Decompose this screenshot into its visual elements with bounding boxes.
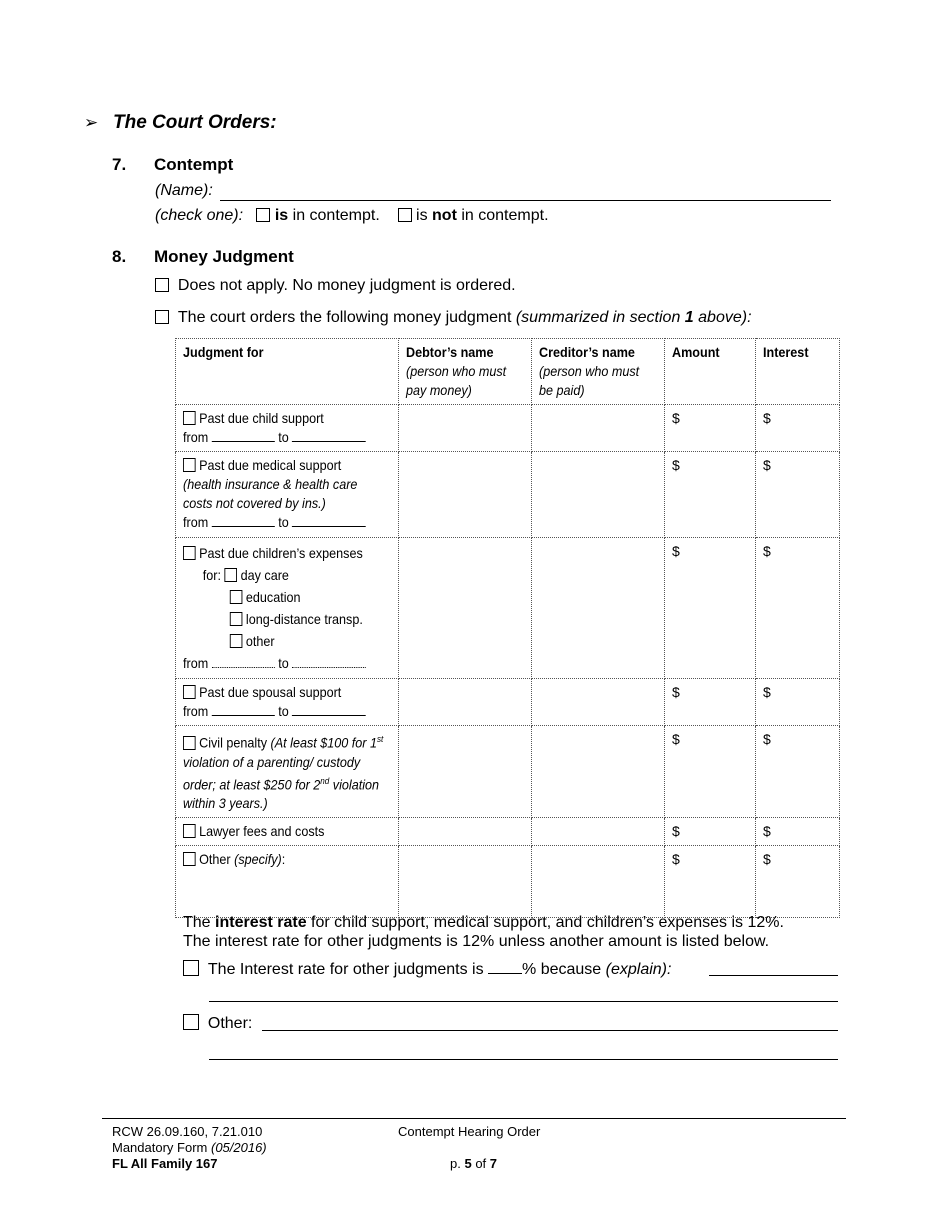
spousal-support-cell	[176, 679, 399, 726]
child-interest-cell[interactable]	[756, 405, 840, 452]
header-debtor-sub: (person who must pay money)	[406, 363, 507, 398]
lawyer-debtor-cell[interactable]	[399, 818, 532, 846]
transport-label: long-distance transp.	[245, 611, 363, 627]
arrow-bullet-icon: ➢	[84, 113, 99, 132]
header-interest-text: Interest	[763, 344, 809, 360]
section-8-title: Money Judgment	[154, 247, 294, 266]
other-expense-label: other	[245, 633, 275, 649]
expenses-for-label: for:	[202, 567, 222, 583]
child-support-label: Past due child support	[199, 410, 324, 426]
footer-page	[450, 1156, 497, 1171]
to-label: to	[278, 655, 289, 671]
lawyer-amount-cell[interactable]	[665, 818, 756, 846]
table-row	[176, 405, 840, 452]
opt1-rest: in contempt.	[288, 207, 380, 224]
header-creditor-text: Creditor’s name	[539, 344, 635, 360]
medical-support-checkbox[interactable]	[183, 458, 196, 472]
transport-checkbox[interactable]	[230, 612, 243, 626]
medical-from-field[interactable]	[212, 513, 275, 527]
table-row	[176, 452, 840, 538]
expenses-creditor-cell[interactable]	[532, 538, 665, 679]
other-order-row	[183, 1014, 252, 1033]
expenses-to-field[interactable]	[292, 654, 366, 668]
footer-mandatory	[112, 1140, 267, 1156]
dollar-sign: $	[672, 457, 680, 473]
penalty-note-b: violation of a parenting/ custody order; at least $250 for 2	[183, 753, 361, 793]
interest-rate-because: % because	[522, 961, 606, 978]
dollar-sign: $	[763, 410, 771, 426]
dollar-sign: $	[672, 823, 680, 840]
medical-support-note: (health insurance & health care costs not covered by ins.)	[183, 476, 358, 511]
spousal-from-field[interactable]	[212, 702, 275, 716]
penalty-sup-1: st	[377, 734, 384, 744]
medical-creditor-cell[interactable]	[532, 452, 665, 538]
medical-to-field[interactable]	[292, 513, 366, 527]
section-7-title: Contempt	[154, 155, 234, 174]
interest-rate-field[interactable]	[488, 959, 522, 974]
dollar-sign: $	[763, 543, 771, 559]
header-judgment-for	[176, 339, 399, 405]
expenses-label: Past due children’s expenses	[199, 545, 363, 561]
is-not-in-contempt-checkbox[interactable]	[398, 208, 412, 222]
table-row	[176, 818, 840, 846]
daycare-checkbox[interactable]	[225, 568, 238, 582]
table-row	[176, 726, 840, 818]
dollar-sign: $	[763, 823, 771, 840]
footer-page-total: 7	[489, 1156, 498, 1171]
footer-page-pre: p.	[450, 1156, 465, 1171]
child-creditor-cell[interactable]	[532, 405, 665, 452]
judgment-ordered-row	[155, 309, 752, 327]
expenses-checkbox[interactable]	[183, 546, 196, 560]
section-8-number: 8.	[112, 247, 127, 266]
expenses-cell	[176, 538, 399, 679]
table-row	[176, 846, 840, 918]
interest-rate-checkbox[interactable]	[183, 960, 199, 976]
judgment-table	[175, 338, 840, 918]
footer-page-mid: of	[471, 1156, 490, 1171]
civil-penalty-checkbox[interactable]	[183, 736, 196, 750]
other-order-checkbox[interactable]	[183, 1014, 199, 1030]
child-to-field[interactable]	[292, 428, 366, 442]
footer-page-num: 5	[464, 1156, 472, 1171]
other-interest-cell[interactable]	[756, 846, 840, 918]
from-label: from	[183, 703, 209, 719]
dollar-sign: $	[672, 543, 680, 559]
to-label: to	[278, 429, 289, 445]
dollar-sign: $	[763, 731, 771, 747]
penalty-note-a: (At least $100 for 1	[270, 734, 378, 751]
medical-support-cell	[176, 452, 399, 538]
header-amount	[665, 339, 756, 405]
dollar-sign: $	[672, 731, 680, 747]
header-debtor-text: Debtor’s name	[406, 344, 494, 360]
interest-rest: for child support, medical support, and children’s expenses is 12%.	[306, 914, 784, 931]
opt2-bold: not	[432, 207, 457, 224]
penalty-interest-cell[interactable]	[756, 726, 840, 818]
opt2-pre: is	[416, 207, 433, 224]
footer-mandatory-label: Mandatory Form	[112, 1140, 211, 1155]
contempt-name-row	[155, 182, 213, 200]
spousal-support-checkbox[interactable]	[183, 685, 196, 699]
medical-interest-cell[interactable]	[756, 452, 840, 538]
expenses-interest-cell[interactable]	[756, 538, 840, 679]
explain-field-line-2[interactable]	[209, 1001, 838, 1002]
penalty-note-c: violation within 3 years.)	[183, 776, 380, 812]
name-label: (Name):	[155, 182, 213, 199]
interest-line-2: The interest rate for other judgments is 12% unless another amount is listed below.	[183, 933, 770, 950]
penalty-amount-cell[interactable]	[665, 726, 756, 818]
education-checkbox[interactable]	[230, 590, 243, 604]
table-row	[176, 538, 840, 679]
other-order-field-line-2[interactable]	[209, 1059, 838, 1060]
interest-pre: The	[183, 914, 216, 931]
footer-form-id: FL All Family 167	[112, 1156, 218, 1171]
header-interest	[756, 339, 840, 405]
court-orders-checkbox[interactable]	[155, 310, 169, 324]
dollar-sign: $	[672, 851, 680, 868]
section-7-number: 7.	[112, 155, 127, 174]
lawyer-creditor-cell[interactable]	[532, 818, 665, 846]
to-label: to	[278, 514, 289, 530]
opt1-bold: is	[274, 207, 289, 224]
contempt-choice-row	[155, 207, 549, 225]
spousal-debtor-cell[interactable]	[399, 679, 532, 726]
from-label: from	[183, 514, 209, 530]
civil-penalty-label: Civil penalty	[199, 734, 271, 751]
education-label: education	[245, 589, 301, 605]
dollar-sign: $	[672, 410, 680, 426]
page-heading: The Court Orders:	[113, 112, 277, 133]
spousal-to-field[interactable]	[292, 702, 366, 716]
footer-divider	[102, 1118, 846, 1119]
footer-rcw: RCW 26.09.160, 7.21.010	[112, 1124, 263, 1139]
other-debtor-cell[interactable]	[399, 846, 532, 918]
from-label: from	[183, 655, 209, 671]
medical-debtor-cell[interactable]	[399, 452, 532, 538]
dollar-sign: $	[763, 851, 771, 868]
header-creditor-sub: (person who must be paid)	[539, 363, 640, 398]
header-creditor	[532, 339, 665, 405]
other-order-label: Other:	[207, 1015, 253, 1032]
child-from-field[interactable]	[212, 428, 275, 442]
court-orders-note-a: (summarized in section	[515, 309, 685, 326]
table-header-row	[176, 339, 840, 405]
expenses-debtor-cell[interactable]	[399, 538, 532, 679]
child-amount-cell[interactable]	[665, 405, 756, 452]
daycare-label: day care	[240, 567, 289, 583]
other-expense-checkbox[interactable]	[230, 634, 243, 648]
interest-rate-label: The Interest rate for other judgments is	[207, 961, 489, 978]
does-not-apply-label: Does not apply. No money judgment is ordered.	[177, 277, 516, 294]
other-order-field[interactable]	[262, 1030, 838, 1031]
dollar-sign: $	[763, 457, 771, 473]
court-orders-note-num: 1	[684, 309, 694, 326]
lawyer-fees-cell	[176, 818, 399, 846]
dollar-sign: $	[763, 684, 771, 700]
name-field[interactable]	[220, 200, 831, 201]
interest-rate-explain: (explain):	[605, 961, 672, 978]
interest-bold: interest rate	[215, 914, 307, 931]
footer-mandatory-date: (05/2016)	[210, 1140, 267, 1155]
table-row	[176, 679, 840, 726]
spousal-support-label: Past due spousal support	[199, 684, 342, 700]
other-amount-cell[interactable]	[665, 846, 756, 918]
civil-penalty-cell	[176, 726, 399, 818]
medical-support-label: Past due medical support	[199, 457, 342, 473]
expenses-amount-cell[interactable]	[665, 538, 756, 679]
spousal-amount-cell[interactable]	[665, 679, 756, 726]
header-amount-text: Amount	[672, 344, 720, 360]
explain-field[interactable]	[709, 975, 838, 976]
no-judgment-row	[155, 277, 516, 295]
check-one-label: (check one):	[155, 207, 244, 224]
interest-rate-row	[183, 959, 671, 979]
is-in-contempt-checkbox[interactable]	[256, 208, 270, 222]
other-judgment-cell	[176, 846, 399, 918]
lawyer-fees-checkbox[interactable]	[183, 824, 196, 838]
expenses-from-field[interactable]	[212, 654, 275, 668]
child-support-cell	[176, 405, 399, 452]
lawyer-fees-label: Lawyer fees and costs	[199, 823, 325, 840]
penalty-sup-2: nd	[320, 775, 330, 786]
other-judgment-label: Other	[199, 851, 235, 868]
medical-amount-cell[interactable]	[665, 452, 756, 538]
spousal-creditor-cell[interactable]	[532, 679, 665, 726]
header-judgment-for-text: Judgment for	[183, 344, 264, 360]
other-specify-label: (specify)	[234, 851, 282, 868]
dollar-sign: $	[672, 684, 680, 700]
other-creditor-cell[interactable]	[532, 846, 665, 918]
child-support-checkbox[interactable]	[183, 411, 196, 425]
interest-line-1	[183, 914, 784, 932]
other-colon: :	[281, 851, 286, 868]
penalty-creditor-cell[interactable]	[532, 726, 665, 818]
spousal-interest-cell[interactable]	[756, 679, 840, 726]
other-judgment-checkbox[interactable]	[183, 852, 196, 866]
lawyer-interest-cell[interactable]	[756, 818, 840, 846]
child-debtor-cell[interactable]	[399, 405, 532, 452]
court-orders-note-b: above):	[693, 309, 752, 326]
to-label: to	[278, 703, 289, 719]
court-orders-label: The court orders the following money judgment	[177, 309, 516, 326]
header-debtor	[399, 339, 532, 405]
opt2-rest: in contempt.	[456, 207, 549, 224]
does-not-apply-checkbox[interactable]	[155, 278, 169, 292]
footer-title: Contempt Hearing Order	[398, 1124, 541, 1139]
from-label: from	[183, 429, 209, 445]
penalty-debtor-cell[interactable]	[399, 726, 532, 818]
footer-left	[112, 1124, 267, 1172]
